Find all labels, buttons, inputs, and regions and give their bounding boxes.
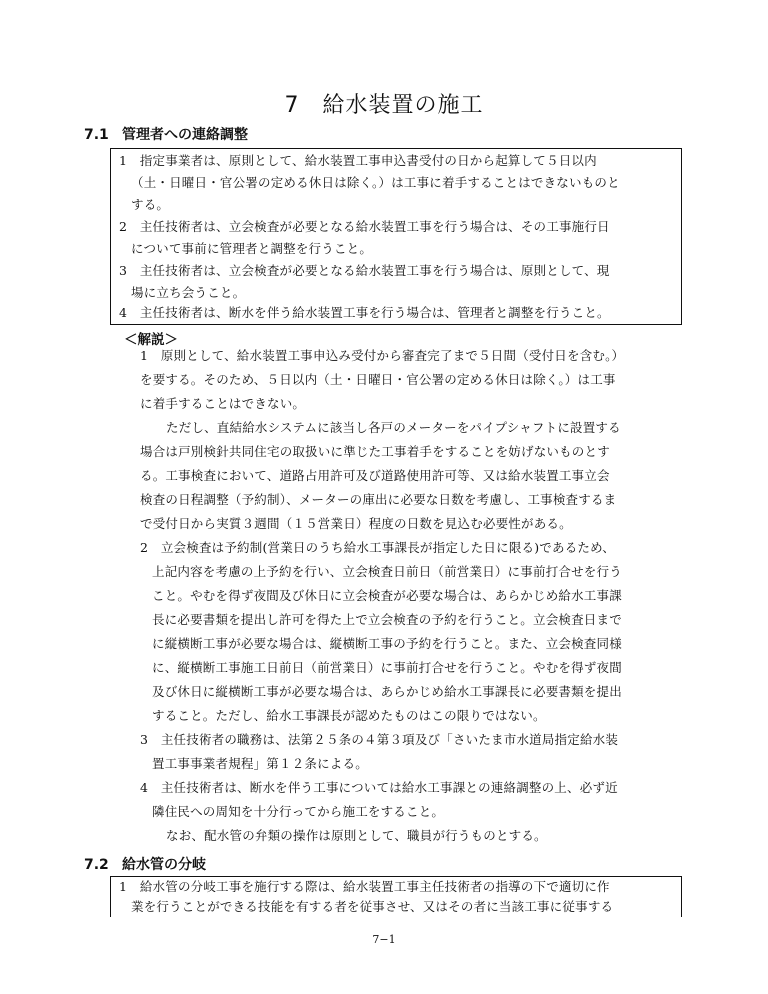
commentary-line: 隣住民への周知を十分行ってから施工をすること。 <box>152 804 445 819</box>
box-line: 3 主任技術者は、立会検査が必要となる給水装置工事を行う場合は、原則として、現 <box>119 263 610 278</box>
box-line: 2 主任技術者は、立会検査が必要となる給水装置工事を行う場合は、その工事施行日 <box>119 219 610 234</box>
section-title: 管理者への連絡調整 <box>122 127 248 143</box>
commentary-line: で受付日から実質３週間（１５営業日）程度の日数を見込む必要性がある。 <box>140 516 572 531</box>
commentary-line: なお、配水管の弁類の操作は原則として、職員が行うものとする。 <box>166 828 547 843</box>
chapter-title: 7 給水装置の施工 <box>284 93 484 118</box>
commentary-line: こと。やむを得ず夜間及び休日に立会検査が必要な場合は、あらかじめ給水工事課 <box>152 588 622 603</box>
commentary-line: ただし、直結給水システムに該当し各戸のメーターをパイプシャフトに設置する <box>166 420 621 435</box>
commentary-line: 上記内容を考慮の上予約を行い、立会検査日前日（前営業日）に事前打合せを行う <box>152 564 622 579</box>
commentary-line: すること。ただし、給水工事課長が認めたものはこの限りではない。 <box>152 708 546 723</box>
requirements-box-7-2 <box>110 876 682 917</box>
commentary-line: 検査の日程調整（予約制）、メーターの庫出に必要な日数を考慮し、工事検査するま <box>140 492 617 507</box>
commentary-line: 及び休日に縦横断工事が必要な場合は、あらかじめ給水工事課長に必要書類を提出 <box>152 684 622 699</box>
commentary-line: 長に必要書類を提出し許可を得た上で立会検査の予約を行うこと。立会検査日まで <box>152 612 622 627</box>
box-line: する。 <box>131 197 170 212</box>
commentary-line: 1 原則として、給水装置工事申込み受付から審査完了まで５日間（受付日を含む。） <box>140 348 625 363</box>
commentary-line: に縦横断工事が必要な場合は、縦横断工事の予約を行うこと。また、立会検査同様 <box>152 636 622 651</box>
commentary-line: る。工事検査において、道路占用許可及び道路使用許可等、又は給水装置工事立会 <box>140 468 610 483</box>
commentary-line: を要する。そのため、５日以内（土・日曜日・官公署の定める休日は除く。）は工事 <box>140 372 616 387</box>
commentary-line: 3 主任技術者の職務は、法第２５条の４第３項及び「さいたま市水道局指定給水装 <box>140 732 619 747</box>
page-number: 7−1 <box>372 933 396 946</box>
section-7-2-heading <box>84 854 206 874</box>
box-line: 4 主任技術者は、断水を伴う給水装置工事を行う場合は、管理者と調整を行うこと。 <box>119 305 610 320</box>
section-number: 7.2 <box>84 857 109 873</box>
commentary-line: 場合は戸別検針共同住宅の取扱いに準じた工事着手をすることを妨げないものとす <box>140 444 610 459</box>
commentary-line: 4 主任技術者は、断水を伴う工事については給水工事課との連絡調整の上、必ず近 <box>140 780 618 795</box>
box-line: について事前に管理者と調整を行うこと。 <box>131 241 373 256</box>
section-title: 給水管の分岐 <box>122 857 206 873</box>
commentary-line: 2 立会検査は予約制(営業日のうち給水工事課長が指定した日に限る)であるため、 <box>140 540 616 555</box>
box-line: 1 指定事業者は、原則として、給水装置工事申込書受付の日から起算して５日以内 <box>119 153 597 168</box>
commentary-line: に、縦横断工事施工日前日（前営業日）に事前打合せを行うこと。やむを得ず夜間 <box>152 660 622 675</box>
requirements-box-7-1 <box>110 148 682 325</box>
box-line: （土・日曜日・官公署の定める休日は除く。）は工事に着手することはできないものと <box>131 175 620 190</box>
section-7-1-heading <box>84 124 248 144</box>
box-line: 1 給水管の分岐工事を施行する際は、給水装置工事主任技術者の指導の下で適切に作 <box>119 879 610 894</box>
box-line: 場に立ち会うこと。 <box>131 285 246 300</box>
box-line: 業を行うことができる技能を有する者を従事させ、又はその者に当該工事に従事する <box>131 899 614 914</box>
commentary-line: に着手することはできない。 <box>140 396 306 411</box>
section-number: 7.1 <box>84 127 109 143</box>
commentary-label: ＜解説＞ <box>124 332 178 348</box>
commentary-line: 置工事事業者規程」第１２条による。 <box>152 756 368 771</box>
